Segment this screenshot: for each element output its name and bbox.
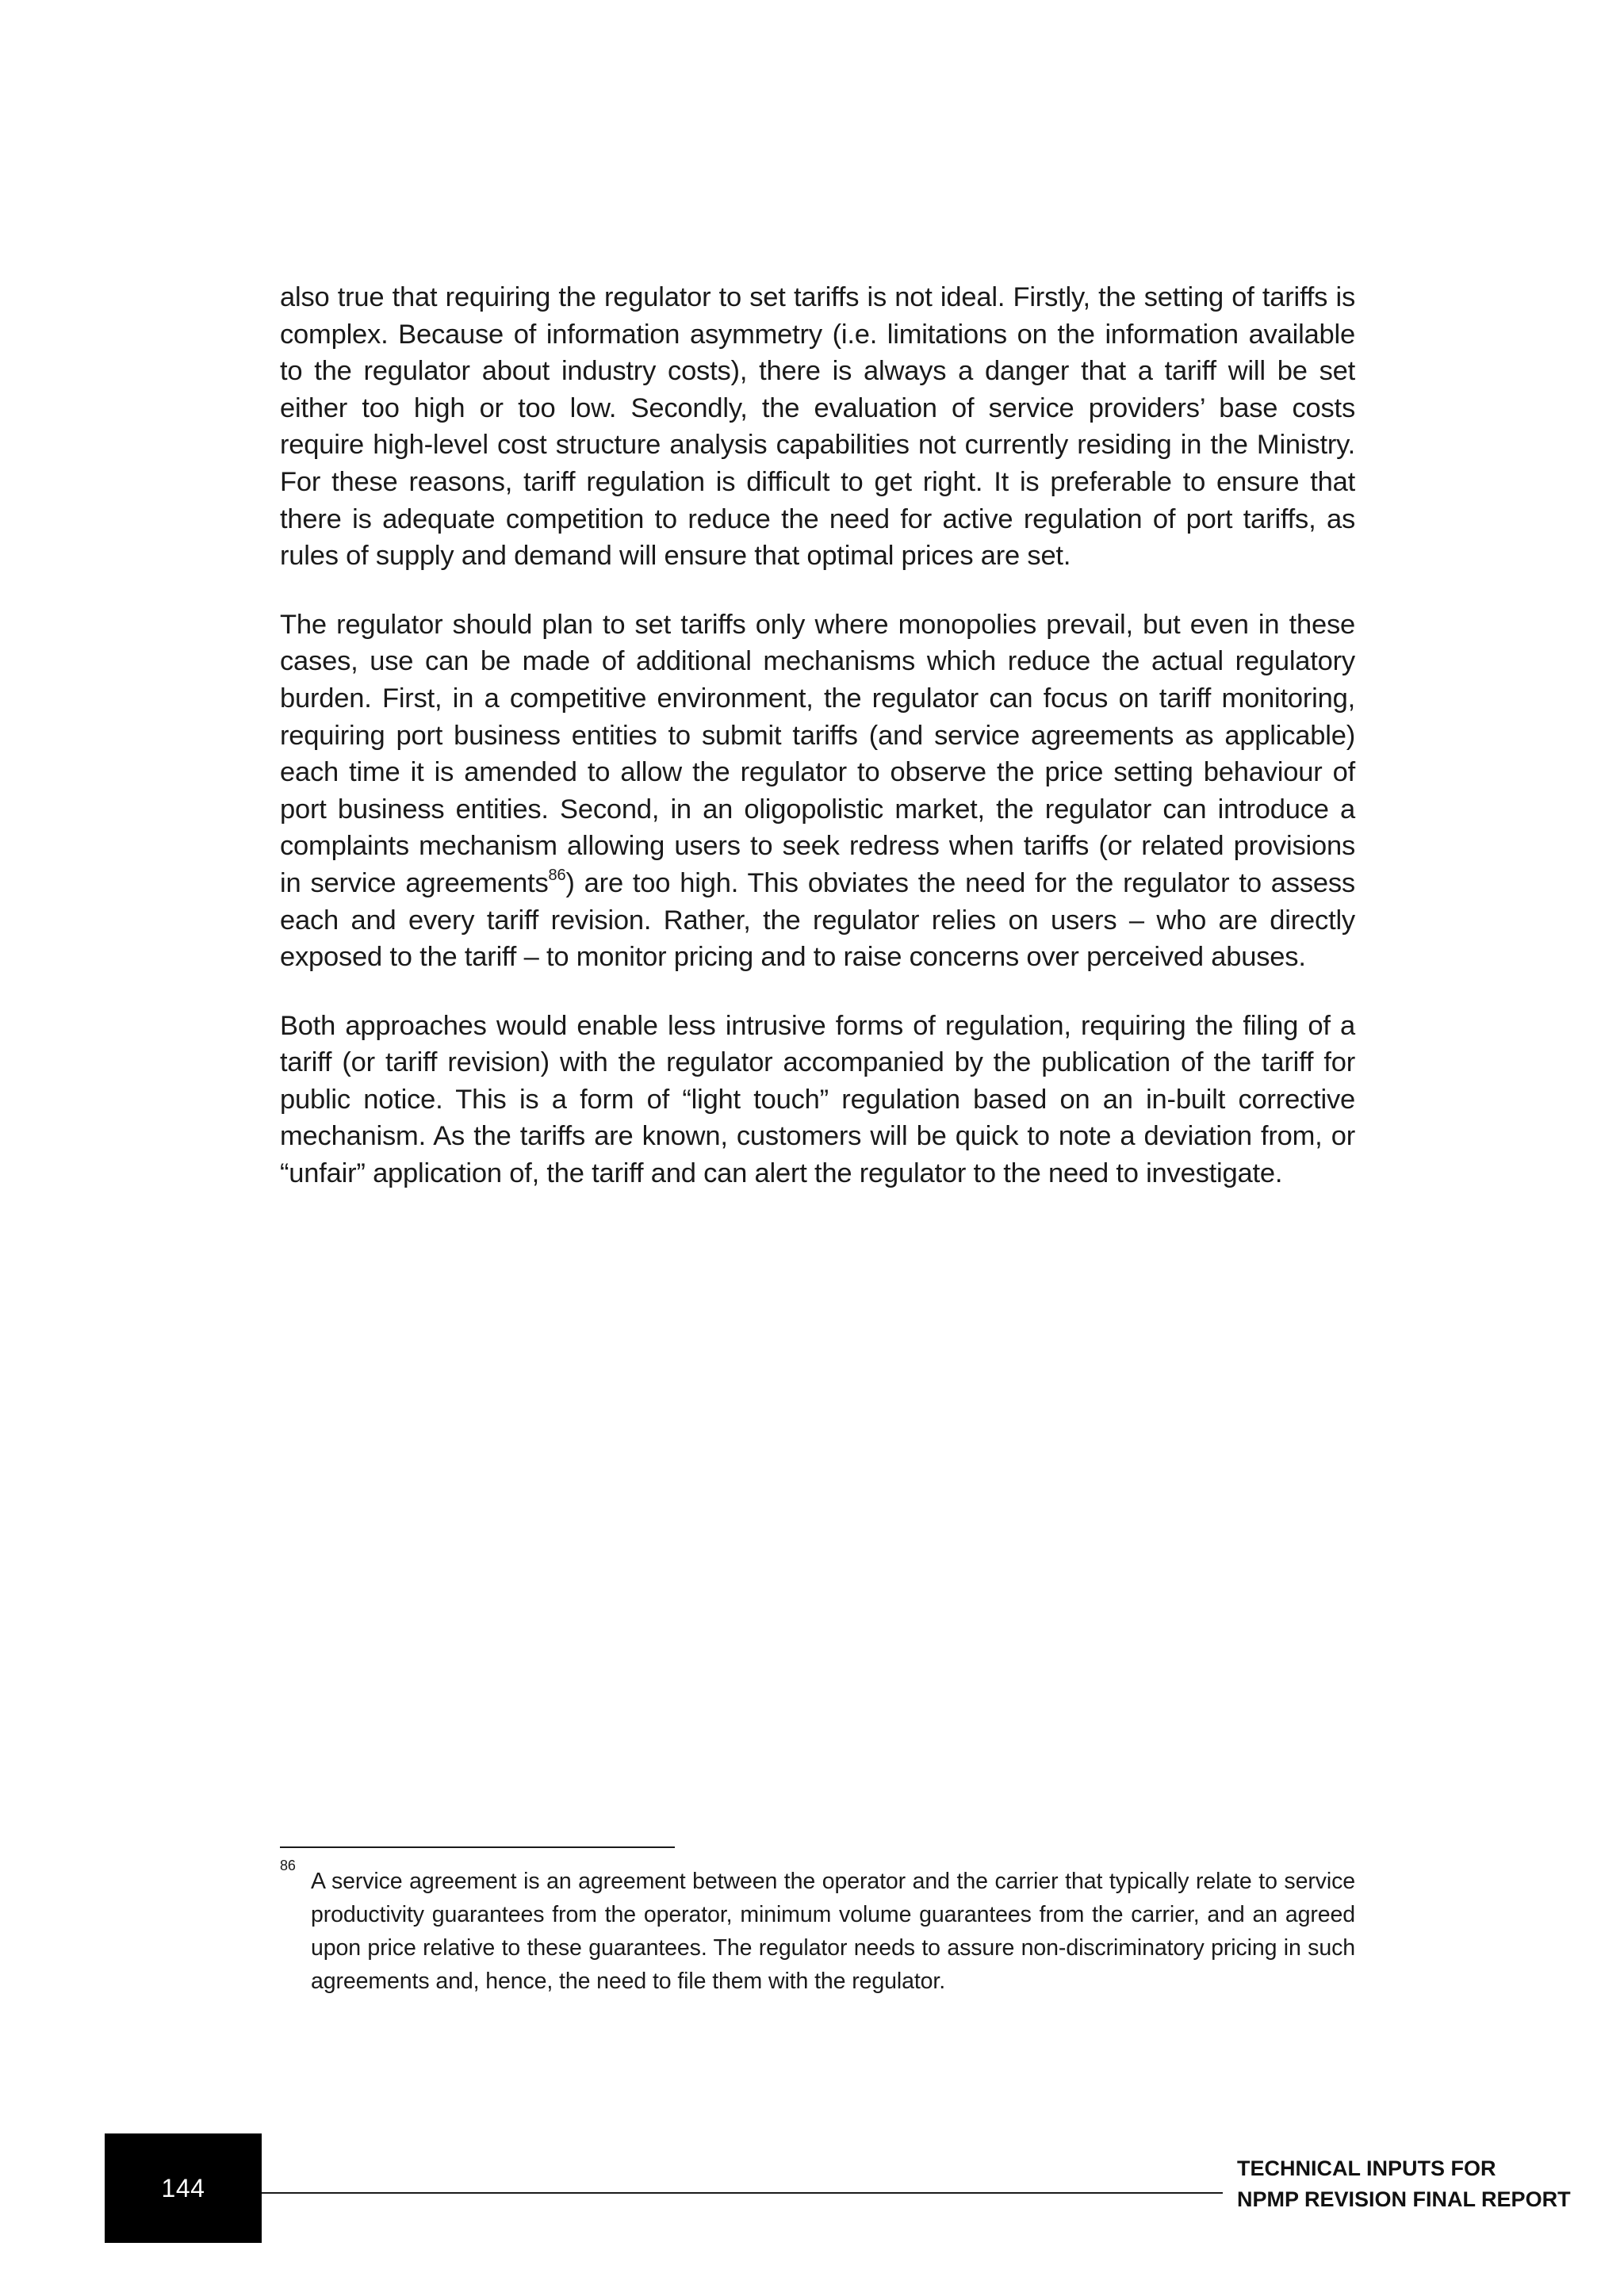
page-number: 144 [161,2173,205,2202]
main-text [280,279,1355,1224]
footnote-text: A service agreement is an agreement between the operator and the carrier that typically relate to service productivity guarantees from the operator, minimum volume guarantees from the carrier, and an agreed upon price relative to these guarantees. The regulator needs to assure non-discriminatory pricing in such agreements and, hence, the need to file them with the regulator. [311,1869,1355,1994]
footer-title-line-2: NPMP REVISION FINAL REPORT [1237,2187,1571,2211]
page-number-box [105,2133,262,2243]
paragraph-2 [280,607,1355,976]
footnote-reference[interactable]: 86 [548,867,566,885]
paragraph-2-text-a: The regulator should plan to set tariffs only where monopolies prevail, but even in these cases, use can be made of additional mechanisms which reduce the actual regulatory burden. First, in a competitive environment, the regulator can focus on tariff monitoring, requiring port business entities to submit tariffs (and service agreements as applicable) each time it is amended to allow the regulator to observe the price setting behaviour of port business entities. Second, in an oligopolistic market, the regulator can introduce a complaints mechanism allowing users to seek redress when tariffs (or related provisions in service agreements [280,609,1355,898]
paragraph-3: Both approaches would enable less intrusive forms of regulation, requiring the filing of a tariff (or tariff revision) with the regulator accompanied by the publication of the tariff for public notice. This is a form of “light touch” regulation based on an in-built corrective mechanism. As the tariffs are known, customers will be quick to note a deviation from, or “unfair” application of, the tariff and can alert the regulator to the need to investigate. [280,1010,1355,1189]
paragraph-1: also true that requiring the regulator to set tariffs is not ideal. Firstly, the setting of tariffs is complex. Because of information asymmetry (i.e. limitations on the information available to the regulator about industry costs), there is always a danger that a tariff will be set either too high or too low. Secondly, the evaluation of service providers’ base costs require high-level cost structure analysis capabilities not currently residing in the Ministry. For these reasons, tariff regulation is difficult to get right. It is preferable to ensure that there is adequate competition to reduce the need for active regulation of port tariffs, as rules of supply and demand will ensure that optimal prices are set. [280,282,1355,572]
footnote [280,1858,1355,1998]
footer-title-line-1: TECHNICAL INPUTS FOR [1237,2156,1496,2180]
footer-rule [262,2192,1223,2194]
footer-report-title [1237,2153,1586,2215]
footnote-separator [280,1846,675,1848]
footnote-number: 86 [280,1858,296,1873]
paragraph-2-text-b: ) are too high. This obviates the need for the regulator to assess each and every tariff revision. Rather, the regulator relies on users – who are directly exposed to the tariff – to monitor pricing and to raise concerns over perceived abuses. [280,867,1355,973]
